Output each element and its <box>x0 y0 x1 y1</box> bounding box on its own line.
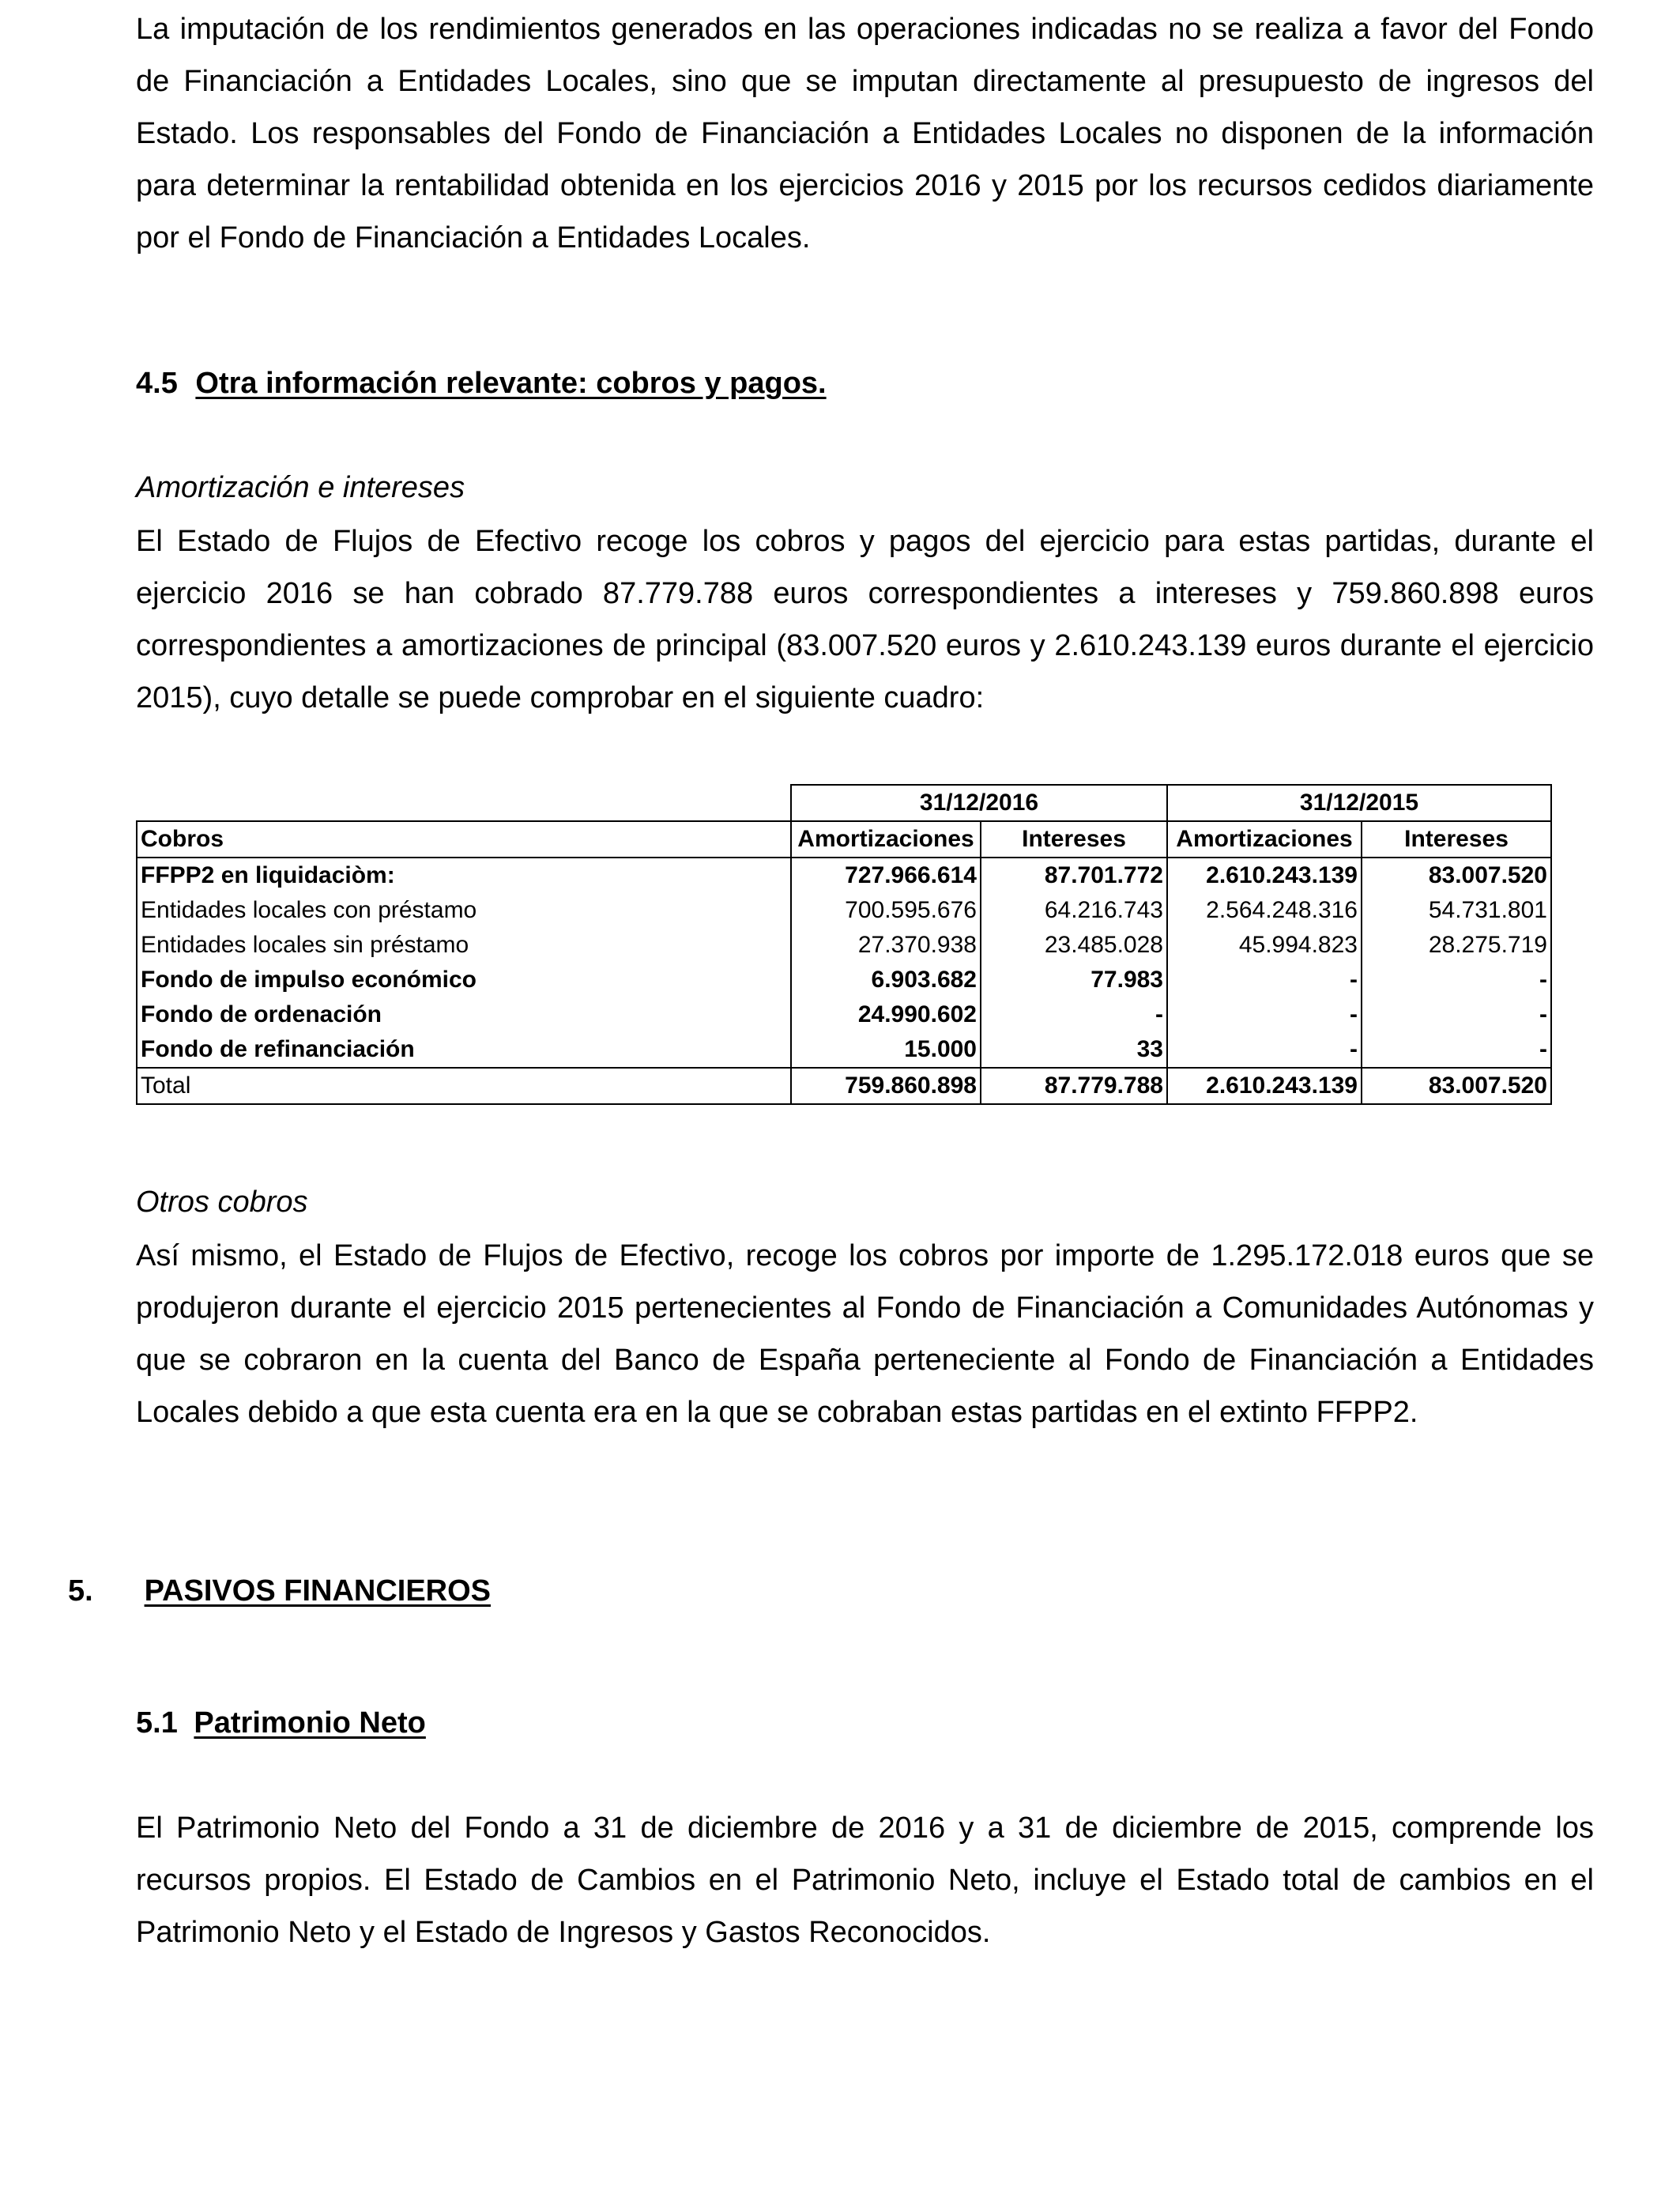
cell: - <box>1362 997 1551 1032</box>
cell: 87.701.772 <box>981 858 1167 893</box>
cobros-table <box>136 784 1552 1105</box>
row-label: Entidades locales con préstamo <box>137 893 791 928</box>
otros-cobros-subtitle: Otros cobros <box>136 1186 308 1219</box>
section-title: Patrimonio Neto <box>194 1706 426 1740</box>
cell: 23.485.028 <box>981 928 1167 963</box>
cell: 727.966.614 <box>791 858 981 893</box>
cell: - <box>1167 1032 1362 1068</box>
section-number: 5. <box>68 1574 93 1608</box>
cell: 33 <box>981 1032 1167 1068</box>
row-label: FFPP2 en liquidaciòm: <box>137 858 791 893</box>
intro-paragraph: La imputación de los rendimientos generados en las operaciones indicadas no se realiza a favor del Fondo de Financiación a Entidades Locales, sino que se imputan directamente al presupuesto de ingresos del Estado. Los responsables del Fondo de Financiación a Entidades Locales no disponen de la información para determinar la rentabilidad obtenida en los ejercicios 2016 y 2015 por los recursos cedidos diariamente por el Fondo de Financiación a Entidades Locales. <box>136 13 1594 254</box>
cell: 83.007.520 <box>1362 858 1551 893</box>
cell: 6.903.682 <box>791 963 981 997</box>
cell: 87.779.788 <box>981 1068 1167 1104</box>
cell: - <box>981 997 1167 1032</box>
cell: - <box>1167 963 1362 997</box>
table-row <box>137 893 1551 928</box>
date-header-2016: 31/12/2016 <box>791 785 1167 821</box>
amortizacion-subtitle: Amortización e intereses <box>136 471 465 504</box>
section-number: 4.5 <box>136 367 178 400</box>
table-row <box>137 1032 1551 1068</box>
cell: 2.610.243.139 <box>1167 858 1362 893</box>
cell: - <box>1362 1032 1551 1068</box>
section-title: Otra información relevante: cobros y pagos. <box>195 367 827 400</box>
col-header: Amortizaciones <box>791 821 981 858</box>
row-label: Fondo de impulso económico <box>137 963 791 997</box>
row-header-cobros: Cobros <box>137 821 791 858</box>
total-row <box>137 1068 1551 1104</box>
otros-cobros-paragraph: Así mismo, el Estado de Flujos de Efectivo, recoge los cobros por importe de 1.295.172.018 euros que se produjeron durante el ejercicio 2015 pertenecientes al Fondo de Financiación a Comunidades Autónomas y que se cobraron en la cuenta del Banco de España perteneciente al Fondo de Financiación a Entidades Locales debido a que esta cuenta era en la que se cobraban estas partidas en el extinto FFPP2. <box>136 1239 1594 1429</box>
cell: 54.731.801 <box>1362 893 1551 928</box>
cell: 83.007.520 <box>1362 1068 1551 1104</box>
table-row <box>137 928 1551 963</box>
row-label: Entidades locales sin préstamo <box>137 928 791 963</box>
total-label: Total <box>137 1068 791 1104</box>
cell: - <box>1362 963 1551 997</box>
cell: 15.000 <box>791 1032 981 1068</box>
row-label: Fondo de refinanciación <box>137 1032 791 1068</box>
col-header: Intereses <box>981 821 1167 858</box>
col-header: Intereses <box>1362 821 1551 858</box>
cell: 2.564.248.316 <box>1167 893 1362 928</box>
cell: 700.595.676 <box>791 893 981 928</box>
cell: 64.216.743 <box>981 893 1167 928</box>
cell: - <box>1167 997 1362 1032</box>
table-row <box>137 858 1551 893</box>
section-title: PASIVOS FINANCIEROS <box>144 1574 492 1608</box>
section-4-5-heading <box>136 364 827 403</box>
cell: 2.610.243.139 <box>1167 1068 1362 1104</box>
section-5-heading <box>68 1571 491 1611</box>
cell: 759.860.898 <box>791 1068 981 1104</box>
row-label: Fondo de ordenación <box>137 997 791 1032</box>
section-number: 5.1 <box>136 1706 178 1740</box>
section-5-1-heading <box>136 1703 426 1743</box>
amortizacion-paragraph: El Estado de Flujos de Efectivo recoge los cobros y pagos del ejercicio para estas partidas, durante el ejercicio 2016 se han cobrado 87.779.788 euros correspondientes a intereses y 759.860.898 euros correspondientes a amortizaciones de principal (83.007.520 euros y 2.610.243.139 euros durante el ejercicio 2015), cuyo detalle se puede comprobar en el siguiente cuadro: <box>136 525 1594 714</box>
column-header-row <box>137 821 1551 858</box>
cell: 45.994.823 <box>1167 928 1362 963</box>
date-header-2015: 31/12/2015 <box>1167 785 1551 821</box>
table-row <box>137 963 1551 997</box>
cell: 24.990.602 <box>791 997 981 1032</box>
patrimonio-neto-paragraph: El Patrimonio Neto del Fondo a 31 de diciembre de 2016 y a 31 de diciembre de 2015, comprende los recursos propios. El Estado de Cambios en el Patrimonio Neto, incluye el Estado total de cambios en el Patrimonio Neto y el Estado de Ingresos y Gastos Reconocidos. <box>136 1811 1594 1949</box>
cell: 77.983 <box>981 963 1167 997</box>
cell: 28.275.719 <box>1362 928 1551 963</box>
table-row <box>137 997 1551 1032</box>
cell: 27.370.938 <box>791 928 981 963</box>
col-header: Amortizaciones <box>1167 821 1362 858</box>
date-header-row <box>137 785 1551 821</box>
